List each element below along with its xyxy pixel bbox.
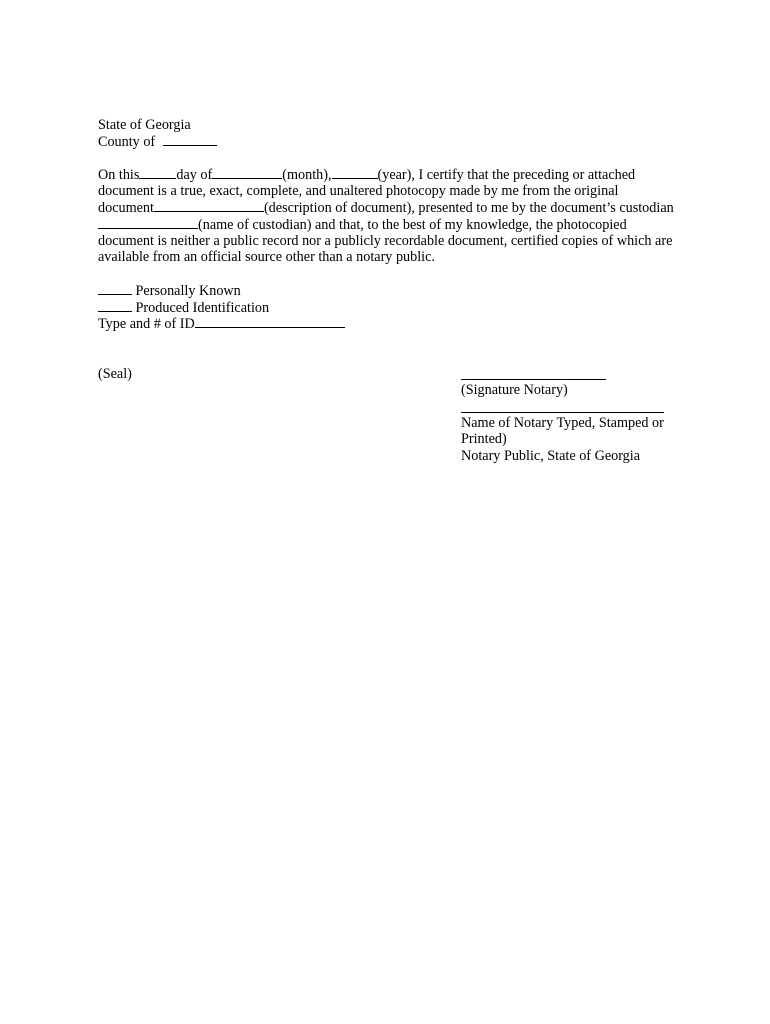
signature-notary-label: (Signature Notary): [461, 382, 568, 398]
custodian-blank[interactable]: [98, 216, 198, 229]
produced-identification-label: Produced Identification: [135, 300, 270, 316]
type-id-label: Type and # of ID: [98, 316, 195, 332]
description-text: (description of document), presented to me by the document’s custodian: [263, 200, 674, 216]
year-blank[interactable]: [332, 166, 378, 179]
certification-line-5: document is neither a public record nor a publicly recordable document, certified copies of which are: [98, 233, 673, 249]
on-this-text: On this: [98, 167, 140, 183]
notary-name-label-line-2: Printed): [461, 431, 507, 447]
month-text: (month),: [282, 167, 332, 183]
personally-known-option: [98, 282, 241, 299]
state-heading: State of Georgia: [98, 117, 191, 133]
county-line: [98, 133, 217, 150]
notary-public-label: Notary Public, State of Georgia: [461, 448, 641, 464]
custodian-text: (name of custodian) and that, to the best of my knowledge, the photocopied: [198, 217, 627, 233]
county-label: County of: [98, 134, 156, 150]
produced-identification-option: [98, 299, 269, 316]
produced-identification-blank[interactable]: [98, 299, 132, 312]
signature-line[interactable]: [461, 379, 606, 380]
county-blank[interactable]: [163, 133, 217, 146]
certification-line-1: [98, 166, 635, 183]
day-of-text: day of: [176, 167, 213, 183]
type-id-blank[interactable]: [195, 315, 345, 328]
certification-line-4: [98, 216, 627, 233]
month-blank[interactable]: [212, 166, 282, 179]
certification-line-2: document is a true, exact, complete, and unaltered photocopy made by me from the original: [98, 183, 619, 199]
seal-label: (Seal): [98, 366, 132, 382]
personally-known-blank[interactable]: [98, 282, 132, 295]
day-blank[interactable]: [139, 166, 176, 179]
certification-line-3: [98, 199, 674, 216]
description-blank[interactable]: [154, 199, 264, 212]
type-id-line: [98, 315, 345, 332]
notary-name-label-line-1: Name of Notary Typed, Stamped or: [461, 415, 664, 431]
personally-known-label: Personally Known: [135, 283, 241, 299]
year-certify-text: (year), I certify that the preceding or attached: [377, 167, 636, 183]
certification-line-6: available from an official source other than a notary public.: [98, 249, 435, 265]
notary-name-line[interactable]: [461, 412, 664, 413]
document-text: document: [98, 200, 154, 216]
